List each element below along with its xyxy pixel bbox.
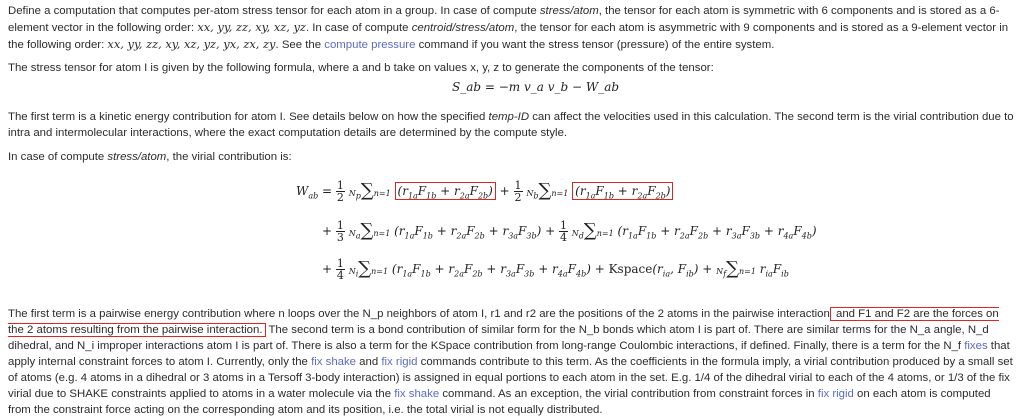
formula-s: S_ab = −m v_a v_b − W_ab bbox=[452, 80, 620, 94]
para-terms: The first term is a pairwise energy contribution where n loops over the N_p neighbors of atom I, r1 and r2 are the positions of the 2 atoms in the pairwise interaction and F1 and F2 are the forces on the 2 atoms resulting from the pairwise interaction. The second term is a bond contribution of similar form for the N_b bonds which atom I is part of. There are similar terms for the N_a angle, N_d dihedral, and N_i improper interactions atom I is part of. There is also a term for the KSpace contribution from long-range Coulombic interactions, if defined. Finally, there is a term for the N_f fixes that apply internal constraint forces to atom I. Currently, only the fix shake and fix rigid commands contribute to this term. As the coefficients in the formula imply, a virial contribution produced by a small set of atoms (e.g. 4 atoms in a dihedral or 3 atoms in a Tersoff 3-body interaction) is assigned in equal portions to each atom in the set. E.g. 1/4 of the dihedral virial to each of the 4 atoms, or 1/3 of the fix virial due to SHAKE constraints applied to atoms in a water molecule via the fix shake command. As an exception, the virial contribution from constraint forces in fix rigid on each atom is computed from the constraint force acting on the corresponding atom and its position, i.e. the total virial is not equally distributed. bbox=[8, 308, 1013, 416]
bond-term-box: $(r_{1a}F_{1b} + r_{2a}F_{2b})$ bbox=[572, 182, 673, 200]
forces-highlight: and F1 and F2 are the forces on the 2 atoms resulting from the pairwise interaction. bbox=[8, 308, 999, 336]
pair-term-box: $(r_{1a}F_{1b} + r_{2a}F_{2b})$ bbox=[395, 182, 496, 200]
fixes-link[interactable]: fixes bbox=[964, 340, 988, 352]
fix-shake-link-2[interactable]: fix shake bbox=[394, 388, 440, 400]
compute-pressure-link[interactable]: compute pressure bbox=[324, 39, 416, 51]
fix-shake-link[interactable]: fix shake bbox=[311, 356, 357, 368]
formula-virial-line3: + $\frac{1}{4}$ $N_i\sum n=1$ $(r_{1a}F_{1b} + r_{2a}F_{2b} + r_{3a}F_{3b} + r_{4a}F_{4b})$ + $Kspace(r_{ia}$, $F_{ib}) + N_f\sum n=1$ $r_{ia}F_{ib}$ bbox=[322, 257, 789, 282]
para-intro: Define a computation that computes per-atom stress tensor for each atom in a group. In case of compute stress/atom, the tensor for each atom is symmetric with 6 components and is stored as a 6-element vector in the following order: xx, yy, zz, xy, xz, yz. In case of compute centroid/stress/atom, the tensor for each atom is asymmetric with 9 components and is stored as a 9-element vector in the following order: xx, yy, zz, xy, xz, yz, yx, zx, zy. See the compute pressure command if you want the stress tensor (pressure) of the entire system. bbox=[8, 5, 1009, 51]
para-formula-intro: The stress tensor for atom I is given by the following formula, where a and b take on values x, y, z to generate the components of the tensor: bbox=[8, 62, 714, 74]
fix-rigid-link[interactable]: fix rigid bbox=[381, 356, 418, 368]
fix-rigid-link-2[interactable]: fix rigid bbox=[817, 388, 854, 400]
para-kinetic: The first term is a kinetic energy contribution for atom I. See details below on how the specified temp-ID can affect the velocities used in this calculation. The second term is the virial contribution due to intra and intermolecular interactions, where the exact computation details are determined by the compute style. bbox=[8, 111, 1014, 139]
formula-virial-line2: + $\frac{1}{3}$ $N_a\sum n=1$ $(r_{1a}F_{1b} + r_{2a}F_{2b} + r_{3a}F_{3b})$ + $\frac{1}{4}$ $N_d\sum n=1$ $(r_{1a}F_{1b} + r_{2a}F_{2b} + r_{3a}F_{3b} + r_{4a}F_{4b})$ bbox=[322, 219, 817, 244]
para-virial-intro: In case of compute stress/atom, the virial contribution is: bbox=[8, 151, 292, 163]
formula-virial-line1: $W_{ab}$ = $\frac{1}{2}$ $N_p\sum n=1$ $(r_{1a}F_{1b} + r_{2a}F_{2b})$ + $\frac{1}{2}$ $N_b\sum n=1$ $(r_{1a}F_{1b} + r_{2a}F_{2b})$ bbox=[296, 180, 673, 203]
